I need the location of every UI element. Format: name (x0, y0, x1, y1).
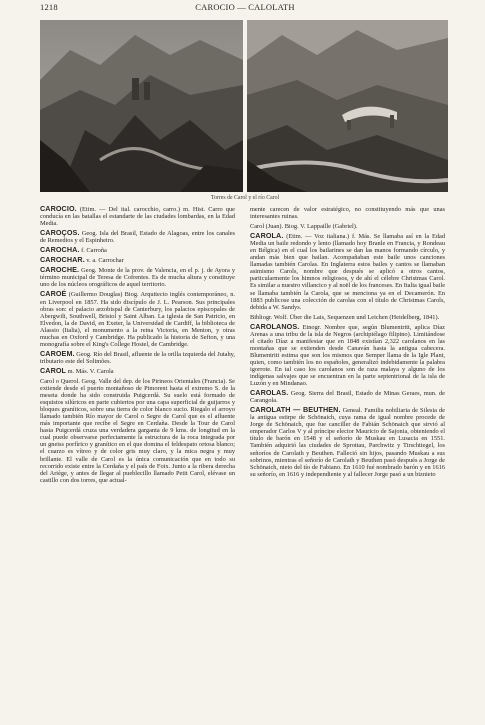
headword: CAROLAS. (250, 388, 289, 398)
entry-text: Geog. Isla del Brasil, Estado de Alagoas, entre los canales de Remedios y el Espinheiro. (40, 230, 235, 245)
entry-text: Geog. Sierra del Brasil, Estado de Minas Geraes, mun. de Carangola. (250, 390, 445, 405)
entry-text: mente carecen de valor estratégico, no constituyendo más que unas interesantes ruinas. (250, 206, 445, 221)
dictionary-entry (250, 232, 445, 311)
dictionary-entry (40, 256, 235, 264)
dictionary-entry (250, 222, 445, 230)
headword: CAROCHA. (40, 245, 80, 255)
figure-photographs (40, 20, 448, 192)
entry-text: m. Más. V. Carola (66, 367, 114, 375)
entry-text: Geog. Monte de la prov. de Valencia, en el p. j. de Ayora y término municipal de Teresa de Cofrentes. Es de mucha altura y constituye uno de los núcleos orográficos de aquel territorio. (40, 267, 235, 289)
entry-text: Etnogr. Nombre que, según Blumentritt, aplica Díaz Arenas a una tribu de la isla de Negros (archipiélago filipino). Limitándose el citado Díaz a manifestar que en 1848 existían 2,322 carolanos en las montañas que se extienden desde Canaván hasta la antigua cabecera. Blumentritt estima que son los mismos que Semper llama de la Igle Plant, quien, como también los no españoles, generalizó indebidamente la palabra igorrote. En tal caso los carolanos son de raza malaya y alguno de los indígenas salvajes que se encuentran en la parte septentrional de la isla de Luzón y en Mindanao. (250, 323, 445, 388)
right-column (250, 205, 445, 720)
dictionary-entry (40, 350, 235, 365)
dictionary-entry (250, 323, 445, 387)
dictionary-entry (40, 367, 235, 375)
headword: CAROL (40, 365, 67, 375)
left-column (40, 205, 235, 720)
entry-text: Carol (Juan). Biog. V. Lappaille (Gabriel). (250, 223, 358, 231)
figure-caption: Torres de Carol y el río Carol (210, 195, 280, 201)
headword: CAROCHAR. (40, 255, 85, 265)
dictionary-entry (40, 290, 235, 347)
dictionary-entry (40, 377, 235, 484)
running-title: CAROCIO — CALOLATH (195, 2, 295, 12)
entry-text: v. a. Carrochar (84, 257, 124, 265)
headword: CAROEM. (40, 348, 75, 358)
dictionary-entry (250, 313, 445, 321)
dictionary-entry (250, 205, 445, 220)
entry-text: Carol o Querol. Geog. Valle del dep. de los Pirineos Orientales (Francia). Se extiende desde el puerto montañoso de Pimorent hasta el extremo S. de la meseta donde ha sido construida Puigcerdá. Su suelo está formado de esquistos silúricos en parte cubiertos por una capa superficial de guijarros y bloques graníticos, sobre una tierra de color blanco sucio. Riegalo el arroyo llamado también Río mayor de Carol o Segre de Carol que es el afluente más importante que recibe el Segre en Cerdaña. Desde la Tour de Carol hasta Puigcerdá cruza una verdadera garganta de 9 kms. de longitud en la cual puede observarse perfectamente la estructura de la roca integrada por un gneiss porfírico y granítico en el que domina el feldespato ortosa blanco; el cuarzo es vítreo y de color gris muy claro, y la mica negra y muy brillante. El valle de Carol es la única comunicación que en todo su recorrido existe entre la Cerdaña y el país de Foix. Junto a la ribera derecha del Ariège, y antes de llegar al pueblecillo llamado Petit Carol, elévase un castillo con dos torres, que actual- (40, 377, 235, 484)
entry-text: Bibliogr. Wolf. Über die Lais, Sequenzen und Leichen (Heidelberg, 1841). (250, 313, 440, 321)
entry-text: Geneal. Familia nobiliaria de Silesia de la antigua estirpe de Schönaich, cuya rama de igual nombre procede de Jorge de Schönaich, que fue canciller de Fabián Schönaich que sirvió al emperador Carlos V y al príncipe elector Mauricio de Sajonia, obteniendo el título de barón en 1548 y el señorío de Muskau en Lusacia en 1551. También adquirió las ciudades de Sprottau, Parchwitz y Tirschtiegel, los señoríos de Carolath y Beuthen. Falleció sin hijos, pasando Muskau a sus sobrinos, mientras el señorío de Carolath y Beuthen pasó después a Jorge de Schönaich, nieto del tío de Fabiano. En 1610 fué nombrado barón y en 1616 su señorío, en 1616 y independiente y al fallecer Jorge pasó a un biznieto (250, 407, 445, 478)
headword: CAROÉ (40, 289, 67, 299)
page-number: 1218 (40, 2, 58, 12)
page-header (40, 2, 450, 16)
headword: CAROLATH — BEUTHEN. (250, 405, 341, 415)
entry-text: f. Carroña (79, 247, 107, 255)
headword: CAROCIO. (40, 205, 77, 213)
headword: CAROÇOS. (40, 228, 80, 238)
entry-text: (Etim. — Voz italiana.) f. Más. Se llamaba así en la Edad Media un baile redondo y lento (llamado hoy Branle en Francia, y Rondeau en Bélgica) en el cual los bailarines se dan las manos formando círculo, y andan más bien que bailan. Acompañaban este baile unos canciones llamadas también Carolas. En Inglaterra estos bailes y cantos se llamaban asimismo Carols, nombre que después se aplicó a otros cantos, particularmente los himnos religiosos, y de ahí el célebre Christmas Carol. Es similar a nuestro villancico y al noël de los franceses. En Italia igual baile se llamaba también la Carola, que se menciona ya en el Decamerón. En 1883 publicose una colección de carolas con el título de Christmas Carols, debida a W. Sandys. (250, 233, 445, 311)
dictionary-entry (40, 229, 235, 244)
dictionary-entry (40, 266, 235, 288)
headword: CAROCHE. (40, 265, 80, 275)
entry-text: (Etim. — Del ital. carocchio, carro.) m. Hist. Carro que conducía en las batallas el estandarte de las ciudades lombardas, en la Edad Media. (40, 206, 235, 228)
dictionary-entry (250, 389, 445, 404)
dictionary-entry (40, 246, 235, 254)
entry-text: Geog. Río del Brasil, afluente de la orilla izquierda del Jutahy, tributario este del Solimões. (40, 350, 235, 365)
headword: CAROLANOS. (250, 321, 300, 331)
photo-torres-de-carol (40, 20, 243, 192)
photo-rio-carol (247, 20, 448, 192)
headword: CAROLA. (250, 231, 284, 241)
entry-text: (Guillermo Douglas) Biog. Arquitecto inglés contemporáneo, n. en Liverpool en 1857. Ha sido discípulo de J. L. Pearson. Sus principales obras son: el palacio arzobispal de Canterbury, los palacios episcopales de Abergwili, Southwell, Bristol y Saint Alban. La iglesia de San Patricio, en Elvedon, la de David, en Exeter, la Universidad de Cardiff, la biblioteca de Alassio (Italia), el monumento a la reina Victoria, en Menton, y otras muchas en Oxford y Cambridge. Ha publicado la historia de Sefton, y una monografía sobre el King's College Hostel, de Cambridge. (40, 291, 235, 348)
dictionary-entry (250, 406, 445, 477)
dictionary-entry (40, 205, 235, 227)
